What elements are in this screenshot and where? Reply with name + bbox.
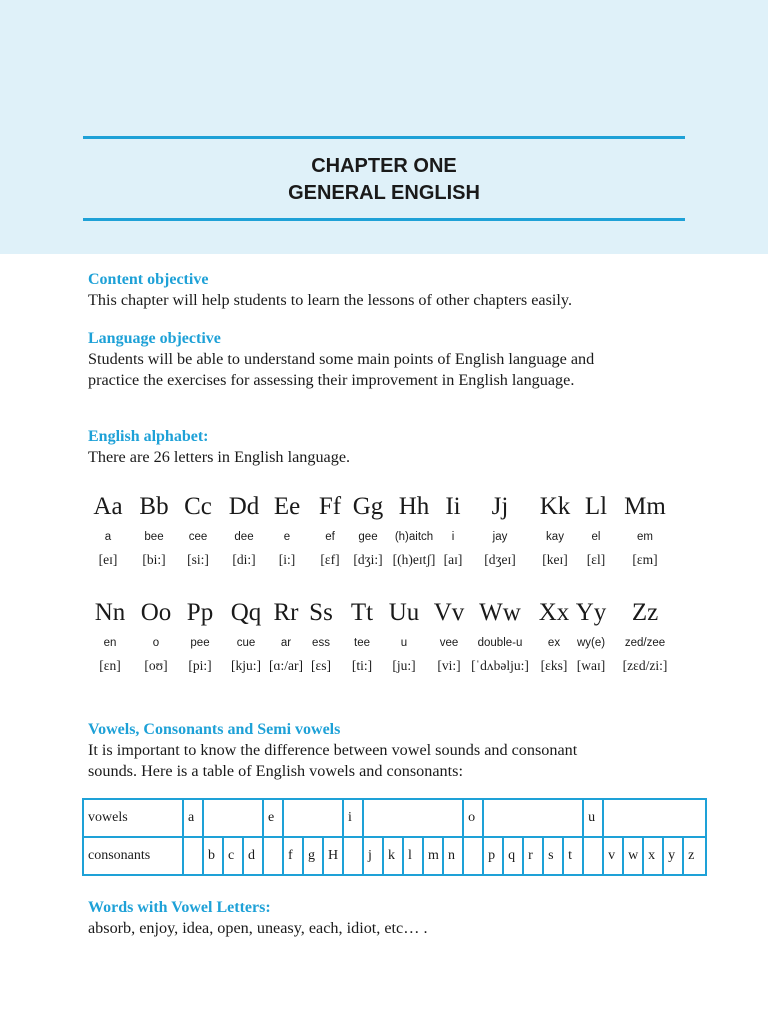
consonant-cell: r <box>523 837 543 875</box>
alphabet-letter <box>615 598 675 674</box>
consonant-cell: l <box>403 837 423 875</box>
chapter-header-band <box>0 0 768 254</box>
empty-cell <box>183 837 203 875</box>
letter-glyph: Dd <box>228 493 260 520</box>
vowels-intro-line-1: It is important to know the difference between vowel sounds and consonant <box>88 741 578 759</box>
letter-glyph: Ff <box>318 493 342 520</box>
letter-pronunciation: [ɛks] <box>540 658 568 673</box>
consonant-cell: w <box>623 837 643 875</box>
letter-glyph: Ii <box>445 493 461 520</box>
letter-glyph: Uu <box>388 599 420 626</box>
letter-glyph: Mm <box>624 493 666 520</box>
alphabet-letter <box>615 492 675 568</box>
letter-pronunciation: [vi:] <box>437 658 461 673</box>
letter-name: kay <box>546 531 564 543</box>
letter-name: dee <box>234 531 254 543</box>
letter-pronunciation: [ɛf] <box>320 552 340 567</box>
letter-name: double-u <box>477 637 523 649</box>
english-alphabet-heading: English alphabet: <box>88 428 209 445</box>
letter-glyph: Hh <box>398 493 430 520</box>
vowels-row <box>83 799 706 837</box>
letter-pronunciation: [eɪ] <box>98 552 118 567</box>
header-bottom-rule <box>83 218 685 221</box>
letter-glyph: Pp <box>186 599 214 626</box>
letter-name: (h)aitch <box>394 531 434 543</box>
letter-glyph: Vv <box>433 599 465 626</box>
letter-name: pee <box>190 637 210 649</box>
chapter-title: GENERAL ENGLISH <box>288 182 480 204</box>
letter-pronunciation: [keɪ] <box>542 552 568 567</box>
letter-pronunciation: [bi:] <box>142 552 166 567</box>
letter-pronunciation: [ti:] <box>351 658 373 673</box>
letter-pronunciation: [ɛm] <box>632 552 658 567</box>
letter-name: cee <box>188 531 208 543</box>
letter-glyph: Xx <box>538 599 570 626</box>
letter-name: cue <box>236 637 256 649</box>
empty-cell <box>343 837 363 875</box>
consonant-cell: c <box>223 837 243 875</box>
consonants-row <box>83 837 706 875</box>
letter-name: wy(e) <box>576 637 606 649</box>
alphabet-row-2 <box>86 598 686 673</box>
letter-glyph: Zz <box>631 599 659 626</box>
vowel-cell: e <box>263 799 283 837</box>
vowels-consonants-table <box>82 798 707 876</box>
vowel-cell: i <box>343 799 363 837</box>
empty-cell <box>283 799 343 837</box>
vowels-consonants-heading: Vowels, Consonants and Semi vowels <box>88 721 341 738</box>
letter-pronunciation: [ɛs] <box>311 658 331 673</box>
letter-name: zed/zee <box>624 637 666 649</box>
content-objective-text: This chapter will help students to learn the lessons of other chapters easily. <box>88 291 572 309</box>
alphabet-letter <box>470 492 530 568</box>
empty-cell <box>483 799 583 837</box>
letter-glyph: Nn <box>94 599 126 626</box>
consonant-cell: x <box>643 837 663 875</box>
letter-glyph: Tt <box>350 599 374 626</box>
consonant-cell: f <box>283 837 303 875</box>
vowel-cell: u <box>583 799 603 837</box>
letter-pronunciation: [oʊ] <box>144 658 168 673</box>
letter-glyph: Gg <box>352 493 384 520</box>
consonant-cell: v <box>603 837 623 875</box>
vowel-cell: a <box>183 799 203 837</box>
consonant-cell: y <box>663 837 683 875</box>
letter-pronunciation: [ˈdʌbəlju:] <box>471 658 529 673</box>
language-objective-line-2: practice the exercises for assessing their improvement in English language. <box>88 371 575 389</box>
empty-cell <box>203 799 263 837</box>
header-top-rule <box>83 136 685 139</box>
letter-pronunciation: [i:] <box>278 552 296 567</box>
letter-glyph: Cc <box>184 493 212 520</box>
empty-cell <box>583 837 603 875</box>
consonant-cell: m <box>423 837 443 875</box>
letter-name: i <box>451 531 455 543</box>
chapter-number: CHAPTER ONE <box>311 155 457 177</box>
consonant-cell: p <box>483 837 503 875</box>
letter-name: bee <box>144 531 164 543</box>
consonant-cell: s <box>543 837 563 875</box>
consonant-cell: q <box>503 837 523 875</box>
empty-cell <box>603 799 706 837</box>
letter-glyph: Aa <box>93 493 123 520</box>
letter-pronunciation: [pi:] <box>188 658 212 673</box>
letter-name: vee <box>439 637 459 649</box>
content-objective-heading: Content objective <box>88 271 209 288</box>
letter-pronunciation: [kju:] <box>231 658 261 673</box>
empty-cell <box>463 837 483 875</box>
letter-glyph: Jj <box>491 493 509 520</box>
words-with-vowels-text: absorb, enjoy, idea, open, uneasy, each, idiot, etc… . <box>88 919 428 937</box>
letter-glyph: Yy <box>575 599 607 626</box>
language-objective-heading: Language objective <box>88 330 221 347</box>
alphabet-letter <box>561 598 621 674</box>
letter-pronunciation: [waɪ] <box>576 658 606 673</box>
letter-pronunciation: [di:] <box>232 552 256 567</box>
words-with-vowels-heading: Words with Vowel Letters: <box>88 899 271 916</box>
letter-name: em <box>637 531 653 543</box>
consonant-cell: k <box>383 837 403 875</box>
consonant-cell: n <box>443 837 463 875</box>
letter-glyph: Rr <box>273 599 299 626</box>
letter-pronunciation: [dʒeɪ] <box>484 552 516 567</box>
letter-name: ex <box>547 637 561 649</box>
letter-pronunciation: [(h)eɪtʃ] <box>392 552 436 567</box>
letter-name: o <box>152 637 160 649</box>
consonant-cell: j <box>363 837 383 875</box>
consonant-cell: g <box>303 837 323 875</box>
letter-name: en <box>103 637 117 649</box>
letter-pronunciation: [dʒi:] <box>353 552 383 567</box>
consonant-cell: b <box>203 837 223 875</box>
language-objective-line-1: Students will be able to understand some main points of English language and <box>88 350 595 368</box>
letter-name: ar <box>280 637 292 649</box>
letter-name: ef <box>325 531 335 543</box>
english-alphabet-text: There are 26 letters in English language. <box>88 448 351 466</box>
consonant-cell: z <box>683 837 706 875</box>
letter-glyph: Ww <box>479 599 521 626</box>
letter-pronunciation: [si:] <box>187 552 209 567</box>
alphabet-letter <box>470 598 530 674</box>
alphabet-row-1 <box>86 492 686 567</box>
letter-name: tee <box>354 637 370 649</box>
letter-name: ess <box>312 637 330 649</box>
consonant-cell: t <box>563 837 583 875</box>
letter-pronunciation: [ɛn] <box>99 658 121 673</box>
letter-pronunciation: [ɑ:/ar] <box>268 658 304 673</box>
letter-pronunciation: [ɛl] <box>586 552 606 567</box>
letter-glyph: Oo <box>140 599 172 626</box>
letter-glyph: Ss <box>309 599 333 626</box>
letter-pronunciation: [ju:] <box>392 658 416 673</box>
letter-name: jay <box>492 531 508 543</box>
letter-glyph: Kk <box>539 493 571 520</box>
letter-glyph: Ll <box>584 493 608 520</box>
letter-name: a <box>104 531 112 543</box>
consonants-label: consonants <box>83 837 183 875</box>
letter-glyph: Bb <box>139 493 169 520</box>
letter-pronunciation: [aɪ] <box>443 552 463 567</box>
consonant-cell: H <box>323 837 343 875</box>
letter-name: gee <box>358 531 378 543</box>
vowels-intro-line-2: sounds. Here is a table of English vowels and consonants: <box>88 762 463 780</box>
empty-cell <box>363 799 463 837</box>
letter-glyph: Ee <box>273 493 301 520</box>
vowels-label: vowels <box>83 799 183 837</box>
letter-name: e <box>283 531 291 543</box>
vowel-cell: o <box>463 799 483 837</box>
letter-glyph: Qq <box>230 599 262 626</box>
empty-cell <box>263 837 283 875</box>
letter-name: u <box>400 637 408 649</box>
consonant-cell: d <box>243 837 263 875</box>
letter-name: el <box>591 531 601 543</box>
letter-pronunciation: [zɛd/zi:] <box>622 658 668 673</box>
